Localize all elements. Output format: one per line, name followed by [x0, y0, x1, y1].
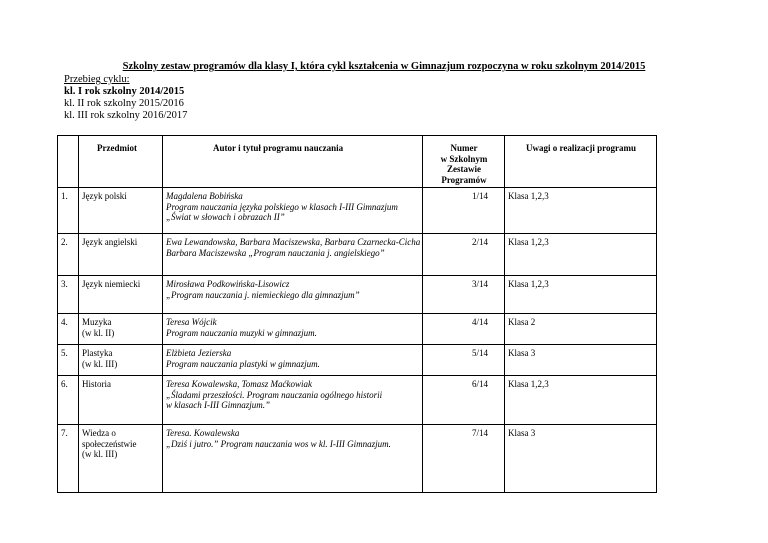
row-program-number: 1/14	[423, 188, 505, 234]
table-row	[58, 314, 657, 345]
row-notes: Klasa 3	[505, 345, 657, 376]
row-number: 7.	[58, 425, 79, 493]
row-author: Teresa Kowalewska, Tomasz Maćkowiak „Śladami przeszłości. Program nauczania ogólnego historii w klasach I-III Gimnazjum.”	[163, 376, 423, 425]
document-title: Szkolny zestaw programów dla klasy I, która cykl kształcenia w Gimnazjum rozpoczyna w roku szkolnym 2014/2015	[122, 61, 646, 72]
row-number: 5.	[58, 345, 79, 376]
header-lp	[58, 136, 79, 188]
table-row	[58, 188, 657, 234]
cycle-year-1: kl. I rok szkolny 2014/2015	[64, 86, 185, 97]
row-number: 3.	[58, 276, 79, 314]
row-program-number: 2/14	[423, 234, 505, 276]
table-header-row	[58, 136, 657, 188]
row-notes: Klasa 1,2,3	[505, 276, 657, 314]
row-program-number: 6/14	[423, 376, 505, 425]
row-author: Ewa Lewandowska, Barbara Maciszewska, Barbara Czarnecka-Cicha Barbara Maciszewska „Program nauczania j. angielskiego”	[163, 234, 423, 276]
program-table	[57, 135, 657, 493]
row-subject: Język angielski	[79, 234, 163, 276]
header-notes: Uwagi o realizacji programu	[505, 136, 657, 188]
header-author: Autor i tytuł programu nauczania	[163, 136, 423, 188]
cycle-section	[64, 74, 187, 122]
table-row	[58, 234, 657, 276]
row-notes: Klasa 1,2,3	[505, 376, 657, 425]
row-notes: Klasa 1,2,3	[505, 234, 657, 276]
row-number: 6.	[58, 376, 79, 425]
table-row	[58, 345, 657, 376]
row-author: Magdalena Bobińska Program nauczania języka polskiego w klasach I-III Gimnazjum „Świat w słowach i obrazach II”	[163, 188, 423, 234]
row-number: 4.	[58, 314, 79, 345]
row-subject: Plastyka (w kl. III)	[79, 345, 163, 376]
cycle-year-2: kl. II rok szkolny 2015/2016	[64, 98, 184, 109]
cycle-heading: Przebieg cyklu:	[64, 74, 130, 85]
row-author: Teresa. Kowalewska „Dziś i jutro.” Program nauczania wos w kl. I-III Gimnazjum.	[163, 425, 423, 493]
row-author: Elżbieta Jezierska Program nauczania plastyki w gimnazjum.	[163, 345, 423, 376]
cycle-year-3: kl. III rok szkolny 2016/2017	[64, 110, 188, 121]
row-number: 1.	[58, 188, 79, 234]
row-program-number: 7/14	[423, 425, 505, 493]
row-program-number: 4/14	[423, 314, 505, 345]
row-notes: Klasa 1,2,3	[505, 188, 657, 234]
row-subject: Wiedza o społeczeństwie (w kl. III)	[79, 425, 163, 493]
header-subject: Przedmiot	[79, 136, 163, 188]
table-row	[58, 425, 657, 493]
row-author: Teresa Wójcik Program nauczania muzyki w gimnazjum.	[163, 314, 423, 345]
row-program-number: 3/14	[423, 276, 505, 314]
row-subject: Język niemiecki	[79, 276, 163, 314]
table-row	[58, 376, 657, 425]
row-program-number: 5/14	[423, 345, 505, 376]
row-subject: Historia	[79, 376, 163, 425]
row-author: Mirosława Podkowińska-Lisowicz „Program nauczania j. niemieckiego dla gimnazjum”	[163, 276, 423, 314]
header-number: Numer w Szkolnym Zestawie Programów	[423, 136, 505, 188]
table-row	[58, 276, 657, 314]
row-subject: Muzyka (w kl. II)	[79, 314, 163, 345]
row-notes: Klasa 2	[505, 314, 657, 345]
row-notes: Klasa 3	[505, 425, 657, 493]
row-number: 2.	[58, 234, 79, 276]
row-subject: Język polski	[79, 188, 163, 234]
